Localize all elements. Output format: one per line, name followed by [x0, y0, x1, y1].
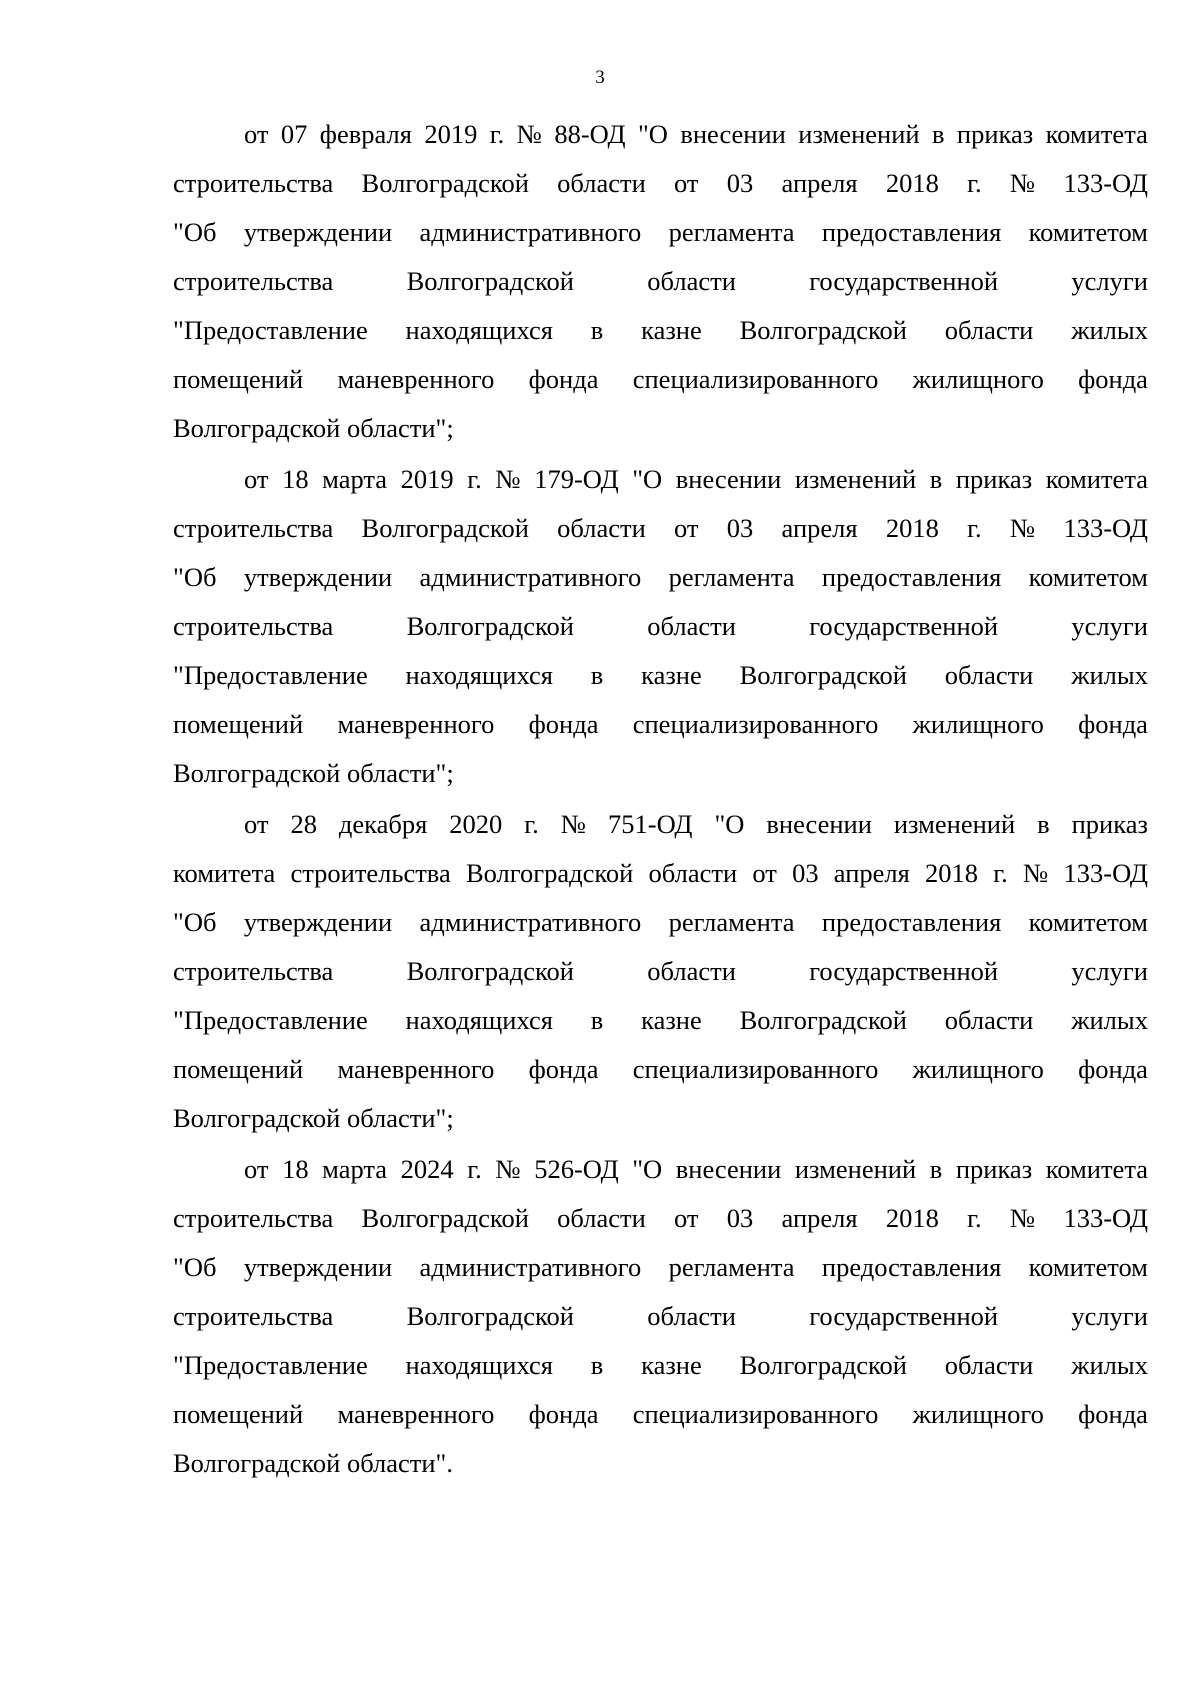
text-line [173, 1292, 1148, 1341]
word: строительства [290, 858, 451, 888]
word: строительства [173, 956, 334, 986]
word: в [929, 1154, 943, 1184]
word: 133-ОД [1063, 513, 1148, 543]
word: фонда [1078, 1054, 1148, 1084]
word: "О [637, 119, 668, 149]
word: "Об [173, 217, 217, 247]
word: жилых [1071, 315, 1148, 345]
word: области [944, 315, 1034, 345]
word: находящихся [405, 1350, 553, 1380]
word: Волгоградской [361, 168, 529, 198]
word: строительства [173, 168, 334, 198]
word: жилых [1071, 1005, 1148, 1035]
text-line [173, 1145, 1148, 1194]
text-line [173, 553, 1148, 602]
word: жилых [1071, 1350, 1148, 1380]
word: 03 [726, 1203, 754, 1233]
word: административного [419, 907, 642, 937]
text-line [173, 947, 1148, 996]
text-line [173, 1390, 1148, 1439]
word: услуги [1071, 266, 1148, 296]
word: 2019 [400, 464, 454, 494]
word: от [674, 168, 699, 198]
text-line [173, 455, 1148, 504]
word: г. [467, 464, 482, 494]
word: внесении [675, 464, 782, 494]
line-text: Волгоградской области"; [173, 758, 454, 788]
word: области [647, 956, 736, 986]
word: области [647, 1301, 736, 1331]
word: от [244, 119, 269, 149]
text-line [173, 602, 1148, 651]
text-line [173, 208, 1148, 257]
word: помещений [173, 1054, 304, 1084]
word: помещений [173, 709, 304, 739]
word: регламента [668, 217, 795, 247]
text-line [173, 1194, 1148, 1243]
word: жилищного [912, 364, 1044, 394]
word: г. [967, 168, 982, 198]
word: предоставления [821, 907, 1002, 937]
word: Волгоградской [406, 266, 574, 296]
word: 526-ОД [534, 1154, 619, 1184]
word: фонда [1078, 1399, 1148, 1429]
word: от [244, 464, 269, 494]
word: г. [489, 119, 505, 149]
text-line [173, 800, 1148, 849]
word: от [244, 1154, 269, 1184]
text-line [173, 257, 1148, 306]
word: марта [322, 1154, 388, 1184]
word: утверждении [243, 562, 393, 592]
word: № [495, 1154, 521, 1184]
word: Волгоградской [361, 1203, 529, 1233]
word: 2018 [925, 858, 979, 888]
word: жилищного [912, 709, 1044, 739]
word: утверждении [243, 907, 393, 937]
word: фонда [1078, 709, 1148, 739]
word: 2018 [885, 168, 939, 198]
word: специализированного [632, 1054, 879, 1084]
word: комитета [1045, 1154, 1148, 1184]
word: казне [641, 315, 702, 345]
word: маневренного [337, 364, 495, 394]
word: внесении [675, 1154, 782, 1184]
word: строительства [173, 266, 334, 296]
word: г. [524, 809, 539, 839]
paragraph [173, 455, 1148, 798]
word: г. [993, 858, 1008, 888]
word: в [931, 119, 945, 149]
word: предоставления [821, 562, 1002, 592]
text-line [173, 749, 1148, 798]
word: казне [641, 660, 702, 690]
word: маневренного [337, 1054, 495, 1084]
word: строительства [173, 611, 334, 641]
line-text: Волгоградской области"; [173, 413, 454, 443]
word: регламента [668, 562, 795, 592]
text-line [173, 1094, 1148, 1143]
word: комитетом [1028, 907, 1148, 937]
word: от [674, 513, 699, 543]
word: регламента [668, 1252, 795, 1282]
paragraph [173, 800, 1148, 1143]
word: "О [714, 809, 745, 839]
text-line [173, 898, 1148, 947]
word: области [647, 266, 736, 296]
text-line [173, 849, 1148, 898]
word: маневренного [337, 709, 495, 739]
word: г. [967, 1203, 982, 1233]
word: Волгоградской [739, 660, 907, 690]
word: от [244, 809, 269, 839]
word: специализированного [632, 709, 879, 739]
word: г. [467, 1154, 482, 1184]
word: специализированного [632, 364, 879, 394]
word: внесении [766, 809, 872, 839]
word: находящихся [405, 660, 553, 690]
word: находящихся [405, 315, 553, 345]
word: 88-ОД [554, 119, 626, 149]
word: 2018 [885, 513, 939, 543]
word: № [560, 809, 587, 839]
word: 28 [290, 809, 317, 839]
word: Волгоградской [406, 1301, 574, 1331]
word: строительства [173, 513, 334, 543]
word: "Предоставление [173, 1350, 368, 1380]
word: области [647, 611, 736, 641]
word: Волгоградской [739, 315, 907, 345]
word: предоставления [821, 1252, 1002, 1282]
word: "Об [173, 1252, 217, 1282]
text-line [173, 504, 1148, 553]
page-number: 3 [595, 67, 605, 88]
word: области [944, 660, 1034, 690]
word: апреля [781, 168, 858, 198]
word: 133-ОД [1063, 1203, 1148, 1233]
word: декабря [338, 809, 428, 839]
word: 179-ОД [534, 464, 619, 494]
word: области [557, 513, 646, 543]
text-line [173, 355, 1148, 404]
word: предоставления [821, 217, 1002, 247]
word: специализированного [632, 1399, 879, 1429]
word: административного [419, 217, 642, 247]
word: административного [419, 562, 642, 592]
word: № [1009, 513, 1036, 543]
paragraph [173, 110, 1148, 453]
word: комитета [1045, 464, 1148, 494]
word: 2020 [449, 809, 503, 839]
word: помещений [173, 364, 304, 394]
word: апреля [781, 513, 858, 543]
word: 751-ОД [608, 809, 693, 839]
word: фонда [528, 709, 599, 739]
word: от [752, 858, 777, 888]
word: 03 [726, 168, 754, 198]
word: государственной [809, 956, 999, 986]
word: приказ [955, 1154, 1033, 1184]
word: Волгоградской [406, 611, 574, 641]
text-line [173, 404, 1148, 453]
word: комитетом [1028, 1252, 1148, 1282]
word: 07 [280, 119, 308, 149]
word: изменений [798, 119, 920, 149]
word: услуги [1071, 1301, 1148, 1331]
word: 18 [282, 464, 309, 494]
word: № [1022, 858, 1049, 888]
word: в [929, 464, 943, 494]
word: области [944, 1350, 1034, 1380]
word: № [1009, 168, 1036, 198]
word: "Предоставление [173, 315, 368, 345]
word: области [557, 168, 646, 198]
word: изменений [893, 809, 1016, 839]
text-line [173, 1243, 1148, 1292]
word: фонда [528, 1054, 599, 1084]
word: услуги [1071, 956, 1148, 986]
word: находящихся [405, 1005, 553, 1035]
text-line [173, 1341, 1148, 1390]
word: Волгоградской [406, 956, 574, 986]
word: № [495, 464, 521, 494]
word: регламента [668, 907, 795, 937]
word: 2019 [424, 119, 478, 149]
word: услуги [1071, 611, 1148, 641]
word: маневренного [337, 1399, 495, 1429]
text-line [173, 1045, 1148, 1094]
word: области [557, 1203, 646, 1233]
word: комитета [1045, 119, 1148, 149]
word: "О [632, 464, 663, 494]
word: комитета [173, 858, 276, 888]
text-line [173, 996, 1148, 1045]
word: "Предоставление [173, 660, 368, 690]
paragraph [173, 1145, 1148, 1488]
word: 18 [282, 1154, 309, 1184]
word: казне [641, 1005, 702, 1035]
document-body [173, 110, 1148, 1490]
word: 2024 [400, 1154, 454, 1184]
word: изменений [794, 1154, 917, 1184]
word: области [648, 858, 738, 888]
word: № [516, 119, 542, 149]
word: приказ [955, 464, 1033, 494]
word: строительства [173, 1203, 334, 1233]
line-text: Волгоградской области"; [173, 1103, 454, 1133]
word: государственной [809, 1301, 999, 1331]
word: области [944, 1005, 1034, 1035]
word: № [1009, 1203, 1036, 1233]
word: 03 [792, 858, 819, 888]
word: февраля [319, 119, 412, 149]
word: "Предоставление [173, 1005, 368, 1035]
word: в [590, 660, 604, 690]
word: комитетом [1028, 217, 1148, 247]
word: фонда [528, 1399, 599, 1429]
word: утверждении [243, 217, 393, 247]
word: апреля [833, 858, 910, 888]
word: "О [632, 1154, 663, 1184]
word: 133-ОД [1063, 168, 1148, 198]
word: комитетом [1028, 562, 1148, 592]
text-line [173, 306, 1148, 355]
word: в [590, 1350, 604, 1380]
word: изменений [794, 464, 917, 494]
word: "Об [173, 562, 217, 592]
word: фонда [1078, 364, 1148, 394]
text-line [173, 651, 1148, 700]
word: в [590, 1005, 604, 1035]
word: "Об [173, 907, 217, 937]
word: жилищного [912, 1054, 1044, 1084]
word: от [674, 1203, 699, 1233]
word: Волгоградской [465, 858, 634, 888]
word: в [590, 315, 604, 345]
word: фонда [528, 364, 599, 394]
word: 03 [726, 513, 754, 543]
word: административного [419, 1252, 642, 1282]
word: 133-ОД [1063, 858, 1148, 888]
word: казне [641, 1350, 702, 1380]
text-line [173, 1439, 1148, 1488]
word: утверждении [243, 1252, 393, 1282]
word: в [1037, 809, 1050, 839]
word: внесении [680, 119, 786, 149]
word: апреля [781, 1203, 858, 1233]
word: Волгоградской [739, 1350, 907, 1380]
word: г. [967, 513, 982, 543]
text-line [173, 159, 1148, 208]
word: помещений [173, 1399, 304, 1429]
word: жилых [1071, 660, 1148, 690]
word: строительства [173, 1301, 334, 1331]
word: государственной [809, 266, 999, 296]
word: приказ [1071, 809, 1148, 839]
word: государственной [809, 611, 999, 641]
text-line [173, 700, 1148, 749]
word: Волгоградской [739, 1005, 907, 1035]
word: 2018 [885, 1203, 939, 1233]
word: Волгоградской [361, 513, 529, 543]
word: приказ [956, 119, 1034, 149]
text-line [173, 110, 1148, 159]
line-text: Волгоградской области". [173, 1448, 453, 1478]
word: жилищного [912, 1399, 1044, 1429]
word: марта [322, 464, 388, 494]
